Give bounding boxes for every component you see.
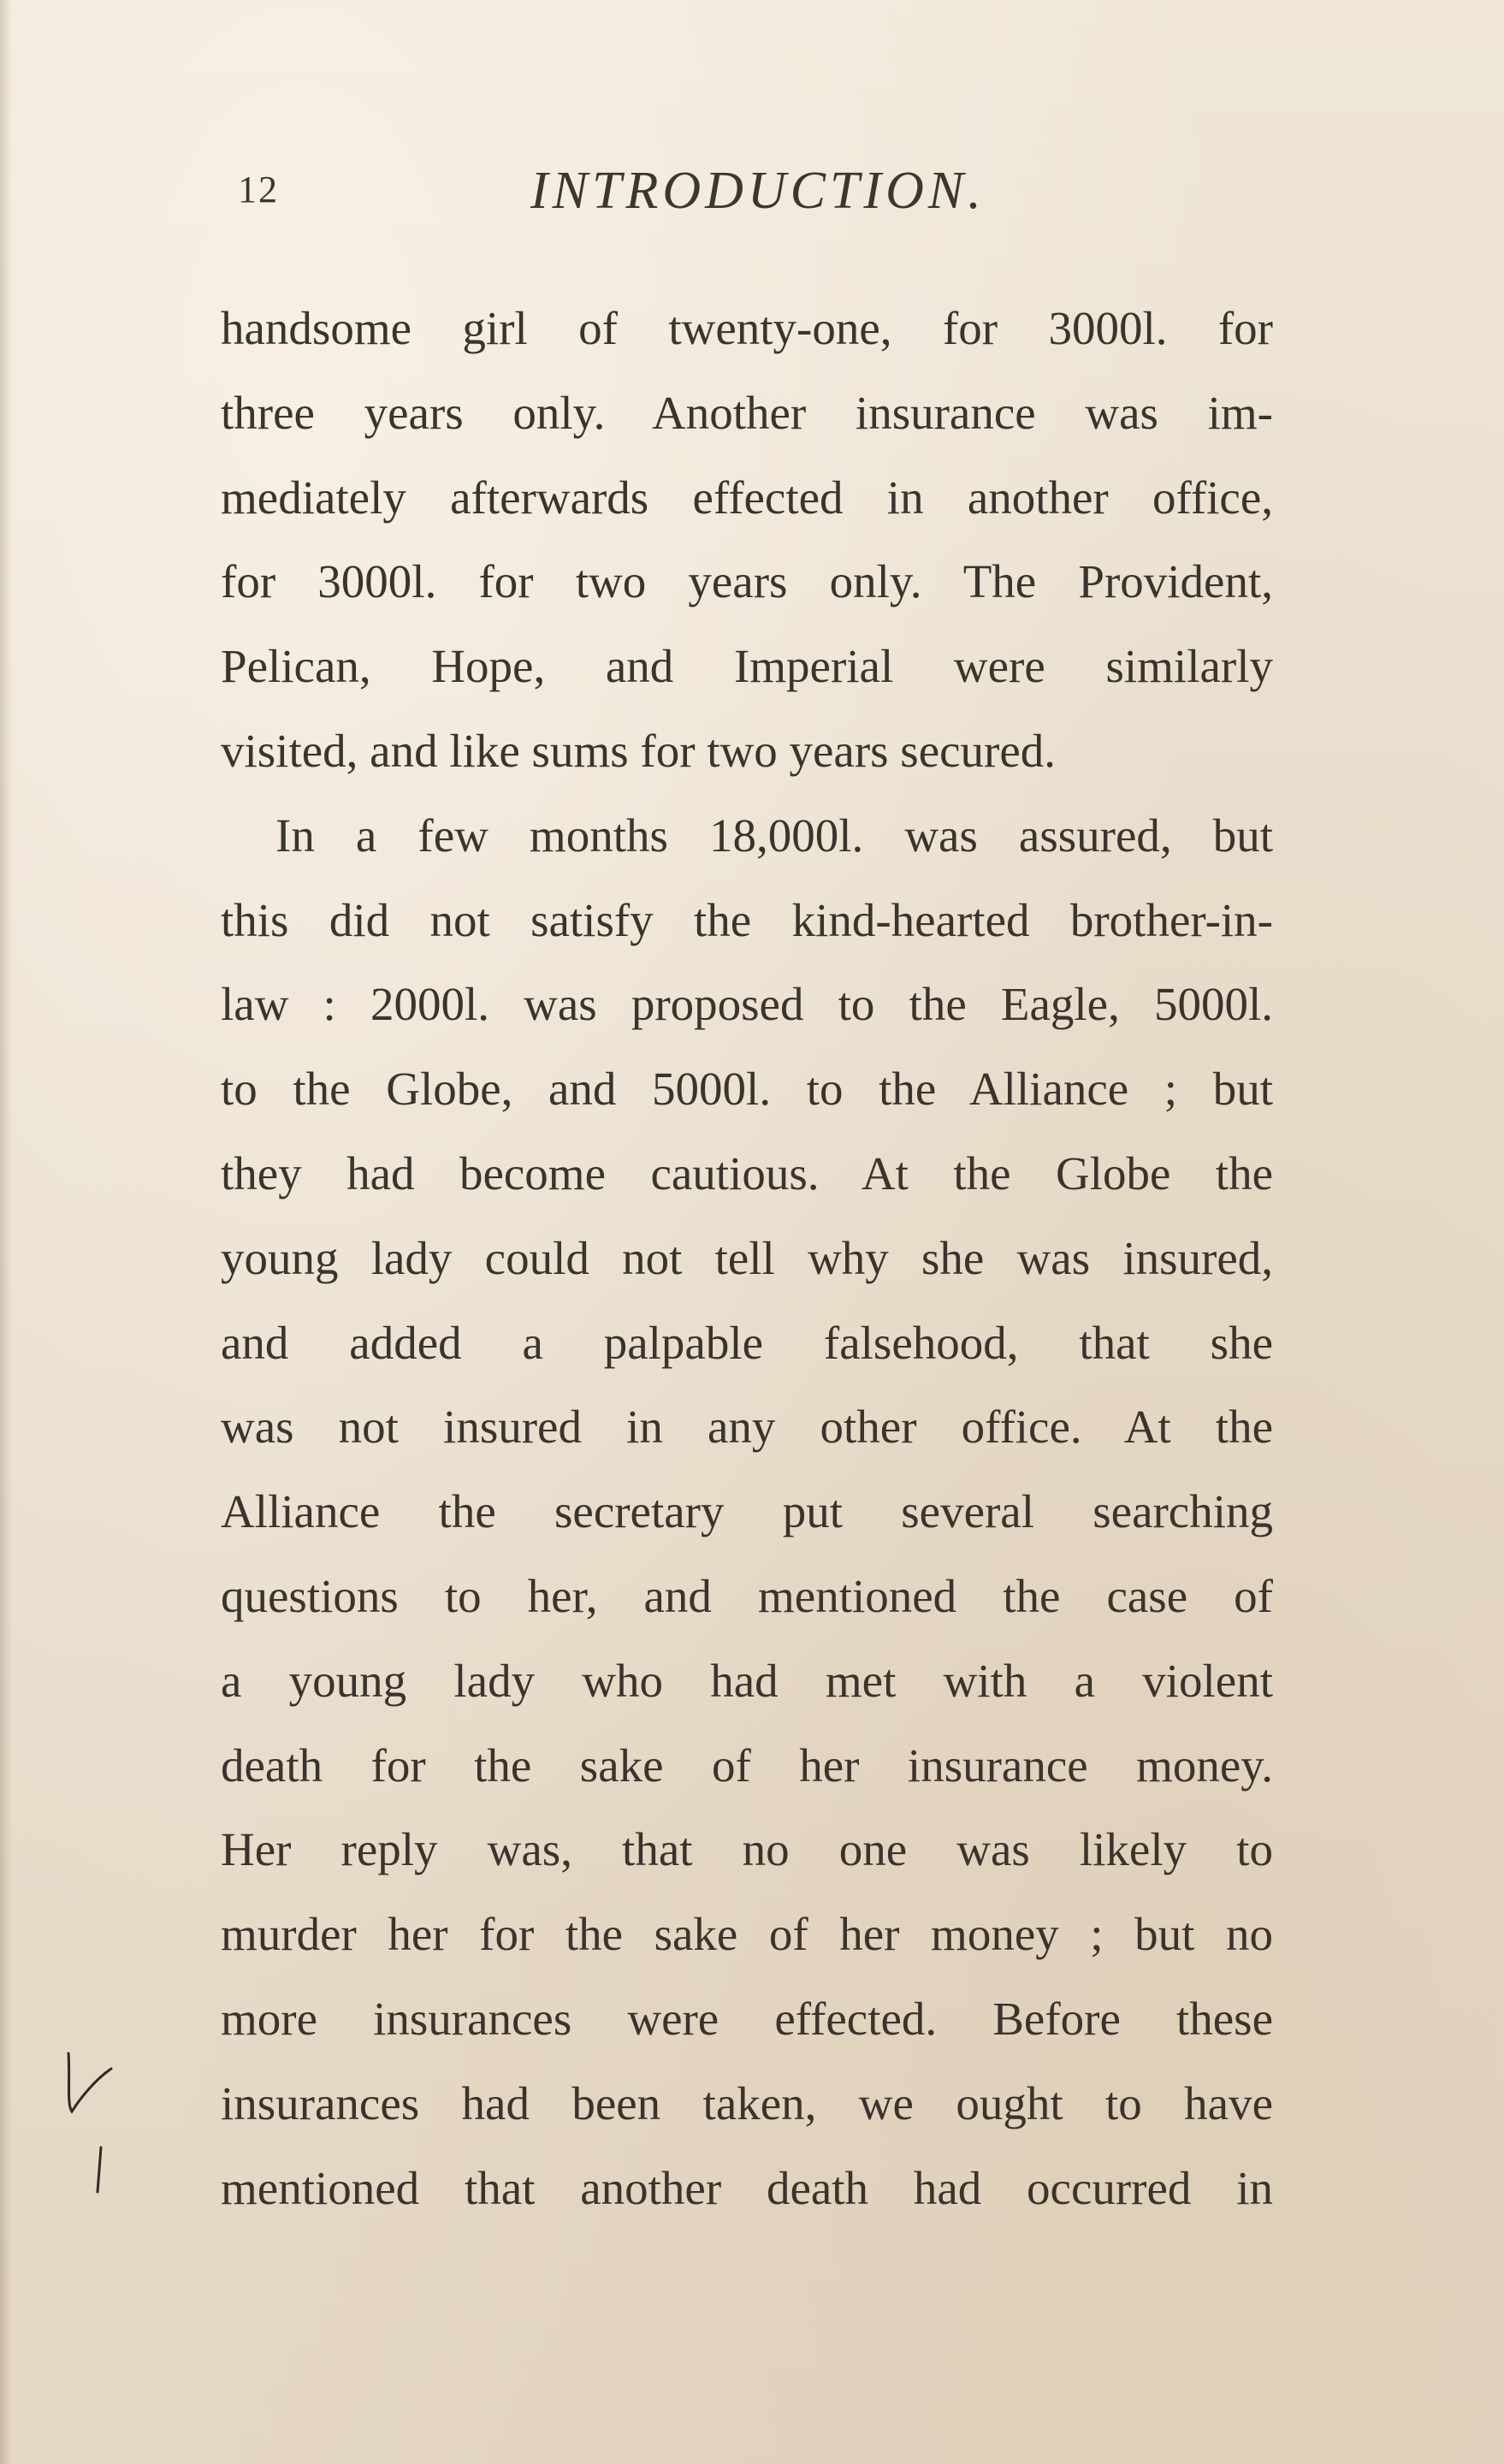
text-line: death for the sake of her insurance money. [221, 1738, 1273, 1792]
text-line: this did not satisfy the kind-hearted brother-in- [221, 893, 1273, 946]
text-line: law : 2000l. was proposed to the Eagle, 5000l. [221, 978, 1273, 1031]
text-line: Pelican, Hope, and Imperial were similarly [221, 640, 1273, 693]
running-head: INTRODUCTION. [530, 162, 986, 220]
text-line: In a few months 18,000l. was assured, but [275, 808, 1273, 862]
text-line: insurances had been taken, we ought to have [221, 2076, 1273, 2129]
text-line: Alliance the secretary put several searching [221, 1485, 1273, 1538]
text-line: questions to her, and mentioned the case of [221, 1569, 1273, 1622]
text-line: for 3000l. for two years only. The Provident, [221, 555, 1273, 608]
page-number: 12 [238, 169, 279, 210]
handwritten-margin-mark [51, 2045, 154, 2199]
page-header [222, 161, 1283, 229]
text-line: visited, and like sums for two years secured. [221, 724, 1057, 777]
text-line: three years only. Another insurance was im- [221, 386, 1273, 439]
text-line: more insurances were effected. Before these [221, 1992, 1273, 2045]
text-line: to the Globe, and 5000l. to the Alliance ; but [221, 1063, 1273, 1116]
page-edge-shadow [0, 0, 12, 2464]
text-line: murder her for the sake of her money ; but no [221, 1908, 1273, 1961]
text-line: Her reply was, that no one was likely to [221, 1823, 1273, 1876]
text-line: mentioned that another death had occurred in [221, 2161, 1273, 2214]
text-line: young lady could not tell why she was insured, [221, 1231, 1273, 1284]
text-line: was not insured in any other office. At the [221, 1401, 1273, 1454]
text-line: they had become cautious. At the Globe the [221, 1146, 1273, 1199]
text-line: handsome girl of twenty-one, for 3000l. for [221, 302, 1273, 354]
text-line: a young lady who had met with a violent [221, 1654, 1273, 1707]
body-text [221, 287, 1273, 2230]
text-line: mediately afterwards effected in another office, [221, 471, 1273, 524]
text-line: and added a palpable falsehood, that she [221, 1316, 1273, 1369]
